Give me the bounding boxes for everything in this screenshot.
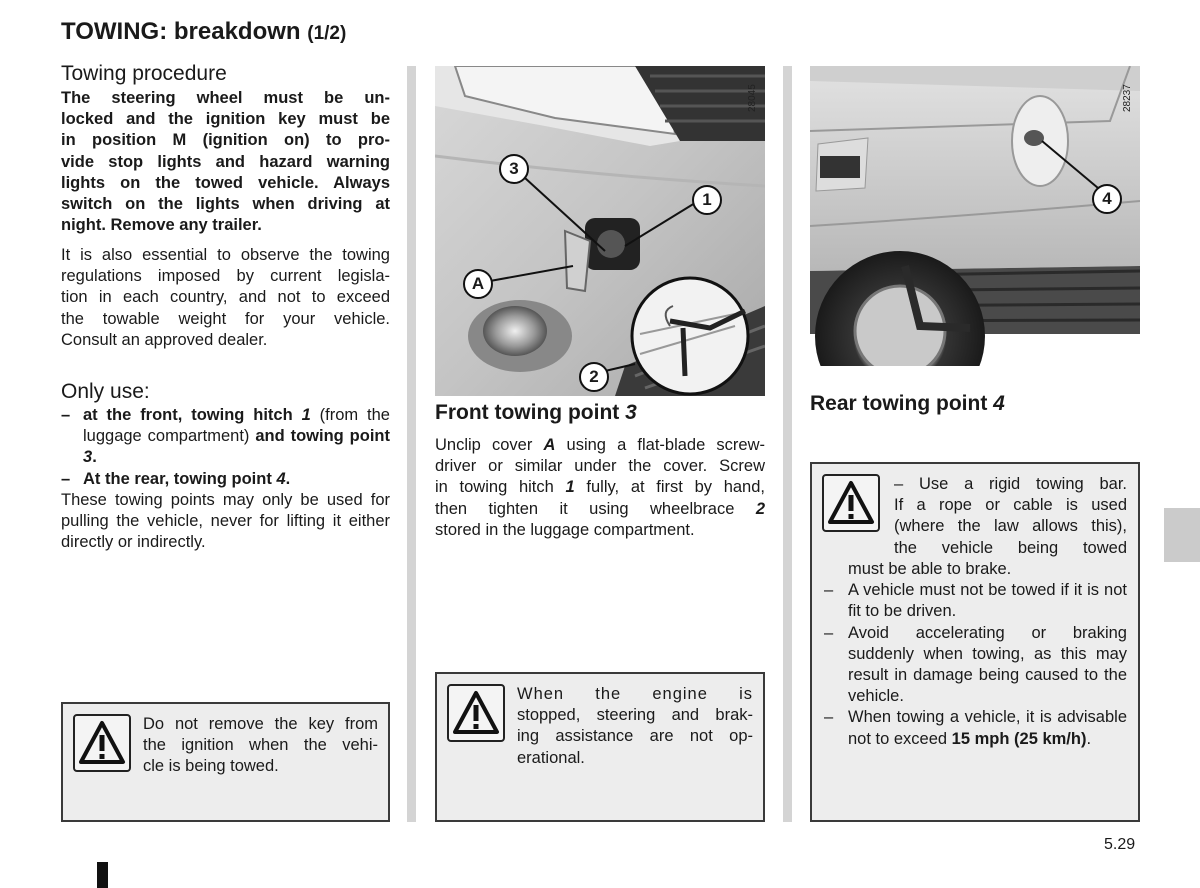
front-towing-paragraph bbox=[435, 435, 765, 541]
only-use-list bbox=[61, 405, 390, 553]
list-item: – When towing a vehicle, it is advisable not to exceed 15 mph (25 km/h). bbox=[824, 708, 1127, 748]
rear-towing-photo bbox=[810, 66, 1140, 394]
warning-triangle-icon bbox=[822, 474, 880, 532]
warning-box bbox=[810, 462, 1140, 822]
line: stored in the luggage compartment. bbox=[435, 520, 695, 539]
front-towing-heading: Front towing point 3 bbox=[435, 401, 637, 424]
list-item: – At the rear, towing point 4. bbox=[61, 469, 291, 488]
line: in towing hitch 1 fully, at first by hand, bbox=[435, 478, 765, 497]
only-use-paragraph: These towing points may only be used for pulling the vehicle, never for lifting it either directly or indirectly. bbox=[61, 490, 390, 552]
line: lights on the towed vehicle. Always bbox=[61, 173, 390, 192]
line: tion in each country, and not to exceed bbox=[61, 288, 390, 307]
page-number: 5.29 bbox=[1104, 836, 1136, 853]
warning-triangle-icon bbox=[73, 714, 131, 772]
image-code: 28045 bbox=[747, 84, 758, 112]
line: It is also essential to observe the towing bbox=[61, 246, 390, 264]
warning-list: must be able to brake. – A vehicle must not be towed if it is not fit to be driven. – Avoid accelerating or braking suddenly when towing, as this may result in damage being caused to the vehicle. – When towing a vehicle, it is advisable not to exceed 15 mph (25 km/h). bbox=[824, 559, 1127, 750]
warning-first-item: – Use a rigid towing bar. If a rope or cable is used (where the law allows this), the vehicle being towed bbox=[894, 475, 1127, 557]
procedure-bold-text bbox=[61, 88, 390, 236]
warning-text: Do not remove the key from the ignition when the vehi- cle is being towed. bbox=[143, 715, 378, 776]
line: the towable weight for your vehicle. bbox=[61, 309, 390, 328]
front-towing-photo bbox=[435, 66, 765, 396]
image-code: 28237 bbox=[1122, 84, 1133, 112]
column-divider bbox=[783, 66, 792, 822]
callout-3: 3 bbox=[499, 154, 529, 184]
line: in position M (ignition on) to pro- bbox=[61, 131, 390, 150]
chapter-tab bbox=[1164, 508, 1200, 562]
warning-box bbox=[61, 702, 390, 822]
callout-1: 1 bbox=[692, 185, 722, 215]
line: Unclip cover A using a flat-blade screw- bbox=[435, 436, 765, 454]
warning-triangle-icon bbox=[447, 684, 505, 742]
rear-towing-heading: Rear towing point 4 bbox=[810, 392, 1005, 415]
line: night. Remove any trailer. bbox=[61, 216, 262, 235]
line: then tighten it using wheelbrace 2 bbox=[435, 499, 765, 518]
warning-box bbox=[435, 672, 765, 822]
title-main: TOWING: breakdown bbox=[61, 18, 301, 45]
line: Consult an approved dealer. bbox=[61, 330, 268, 349]
warning-text: When the engine is stopped, steering and brak- ing assistance are not op- erational. bbox=[517, 685, 753, 767]
callout-2: 2 bbox=[579, 362, 609, 392]
page-title bbox=[61, 18, 346, 46]
only-use-heading: Only use: bbox=[61, 380, 150, 403]
line: switch on the lights when driving at bbox=[61, 195, 390, 214]
line: regulations imposed by current legisla- bbox=[61, 267, 390, 286]
list-item: – Avoid accelerating or braking suddenly when towing, as this may result in damage being caused to the vehicle. bbox=[824, 623, 1127, 706]
title-part: (1/2) bbox=[307, 23, 347, 44]
line: The steering wheel must be un- bbox=[61, 89, 390, 107]
footer-bar bbox=[97, 862, 108, 888]
list-item: – A vehicle must not be towed if it is not fit to be driven. bbox=[824, 581, 1127, 621]
procedure-heading: Towing procedure bbox=[61, 62, 227, 85]
procedure-paragraph bbox=[61, 245, 390, 351]
column-divider bbox=[407, 66, 416, 822]
callout-A: A bbox=[463, 269, 493, 299]
callout-4: 4 bbox=[1092, 184, 1122, 214]
list-item: – at the front, towing hitch 1 (from the luggage compartment) and towing point 3. bbox=[61, 406, 390, 467]
line: vide stop lights and hazard warning bbox=[61, 152, 390, 171]
line: locked and the ignition key must be bbox=[61, 110, 390, 129]
line: driver or similar under the cover. Screw bbox=[435, 457, 765, 476]
